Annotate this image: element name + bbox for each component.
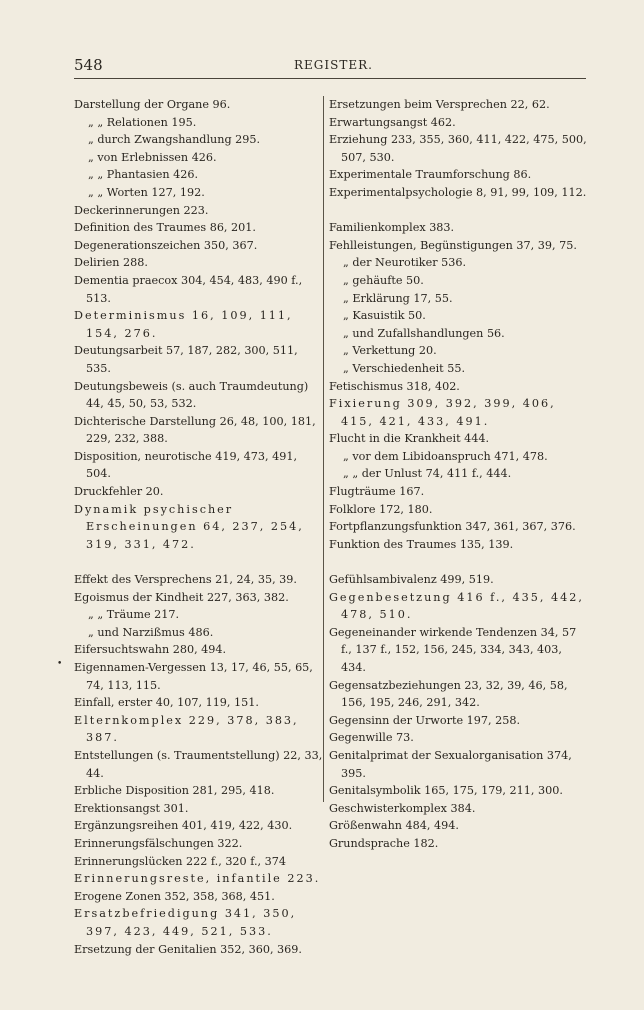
index-entry: „ „ Phantasien 426. bbox=[88, 168, 199, 182]
index-entry: Grundsprache 182. bbox=[329, 836, 439, 850]
index-entry: „ Verschiedenheit 55. bbox=[343, 361, 466, 375]
index-entry: „ und Zufallshandlungen 56. bbox=[343, 326, 505, 340]
index-entry: „ „ Relationen 195. bbox=[88, 115, 197, 129]
index-entry: Dynamik psychischer Erscheinungen 64, 237, 254, 319, 331, 472. bbox=[74, 502, 304, 551]
index-entry: Funktion des Traumes 135, 139. bbox=[329, 537, 514, 551]
index-entry: Gegeneinander wirkende Tendenzen 34, 57 f., 137 f., 152, 156, 245, 334, 343, 403, 434. bbox=[329, 625, 577, 674]
index-entry: Experimentalpsychologie 8, 91, 99, 109, 112. bbox=[329, 185, 587, 199]
index-entry: Flucht in die Krankheit 444. bbox=[329, 432, 490, 446]
index-entry: Ergänzungsreihen 401, 419, 422, 430. bbox=[74, 819, 293, 833]
index-entry: Dementia praecox 304, 454, 483, 490 f., 513. bbox=[74, 273, 303, 305]
index-entry: Gegenbesetzung 416 f., 435, 442, 478, 510. bbox=[329, 590, 584, 622]
index-entry: „ durch Zwangshandlung 295. bbox=[88, 133, 261, 147]
index-entry: Gegenwille 73. bbox=[329, 731, 414, 745]
index-entry: Erziehung 233, 355, 360, 411, 422, 475, 500, 507, 530. bbox=[329, 133, 587, 164]
index-entry: Eigennamen-Vergessen 13, 17, 46, 55, 65, 74, 113, 115. bbox=[74, 661, 313, 692]
index-entry: Egoismus der Kindheit 227, 363, 382. bbox=[74, 590, 289, 604]
index-entry: Erinnerungsreste, infantile 223. bbox=[74, 872, 321, 886]
index-entry: „ der Neurotiker 536. bbox=[343, 256, 467, 270]
index-entry: „ vor dem Libidoanspruch 471, 478. bbox=[343, 449, 548, 463]
index-entry: Degenerationszeichen 350, 367. bbox=[74, 238, 258, 252]
index-entry: Experimentale Traumforschung 86. bbox=[329, 168, 532, 182]
index-entry: Dichterische Darstellung 26, 48, 100, 181, 229, 232, 388. bbox=[74, 414, 316, 446]
index-entry: Ersetzung der Genitalien 352, 360, 369. bbox=[74, 942, 302, 956]
index-entry: Fehlleistungen, Begünstigungen 37, 39, 75. bbox=[329, 238, 577, 252]
index-entry: Ersatzbefriedigung 341, 350, 397, 423, 449, 521, 533. bbox=[74, 907, 297, 938]
index-entry: Genitalsymbolik 165, 175, 179, 211, 300. bbox=[329, 784, 563, 798]
index-entry: „ gehäufte 50. bbox=[343, 273, 424, 287]
index-entry: „ Kasuistik 50. bbox=[343, 309, 426, 323]
index-entry: Einfall, erster 40, 107, 119, 151. bbox=[74, 696, 259, 710]
index-entry: Delirien 288. bbox=[74, 256, 148, 270]
index-entry: Deutungsarbeit 57, 187, 282, 300, 511, 535. bbox=[74, 344, 298, 375]
index-entry: Fetischismus 318, 402. bbox=[329, 379, 460, 393]
index-entry: Eifersuchtswahn 280, 494. bbox=[74, 643, 227, 657]
page-header bbox=[74, 56, 586, 79]
index-entry: „ „ der Unlust 74, 411 f., 444. bbox=[343, 467, 512, 481]
index-entry: Erbliche Disposition 281, 295, 418. bbox=[74, 784, 275, 798]
index-entry: Fixierung 309, 392, 399, 406, 415, 421, 433, 491. bbox=[329, 397, 556, 428]
index-entry: Definition des Traumes 86, 201. bbox=[74, 221, 256, 235]
index-entry: Druckfehler 20. bbox=[74, 485, 164, 499]
index-entry: „ „ Worten 127, 192. bbox=[88, 185, 205, 199]
index-entry: Effekt des Versprechens 21, 24, 35, 39. bbox=[74, 573, 297, 587]
index-entry: Elternkomplex 229, 378, 383, 387. bbox=[74, 713, 299, 745]
index-entry: „ von Erlebnissen 426. bbox=[88, 150, 217, 164]
index-entry: Genitalprimat der Sexualorganisation 374, 395. bbox=[329, 748, 572, 780]
index-entry: Geschwisterkomplex 384. bbox=[329, 801, 476, 815]
index-entry: Deutungsbeweis (s. auch Traumdeutung) 44, 45, 50, 53, 532. bbox=[74, 379, 309, 411]
index-entry: Gefühlsambivalenz 499, 519. bbox=[329, 573, 494, 587]
index-entry: Erinnerungslücken 222 f., 320 f., 374 bbox=[74, 854, 286, 868]
page-number: 548 bbox=[74, 56, 103, 74]
index-column-left bbox=[74, 96, 324, 958]
index-entry: Entstellungen (s. Traumentstellung) 22, 33, 44. bbox=[74, 748, 323, 780]
index-entry: Gegensatzbeziehungen 23, 32, 39, 46, 58, 156, 195, 246, 291, 342. bbox=[329, 678, 568, 710]
index-entry: Erinnerungsfälschungen 322. bbox=[74, 836, 243, 850]
index-entry: Flugträume 167. bbox=[329, 485, 425, 499]
index-entry: Größenwahn 484, 494. bbox=[329, 819, 459, 833]
index-entry: Deckerinnerungen 223. bbox=[74, 203, 209, 217]
index-entry: Folklore 172, 180. bbox=[329, 502, 433, 516]
index-entry: Determinismus 16, 109, 111, 154, 276. bbox=[74, 309, 293, 340]
index-entry: Erektionsangst 301. bbox=[74, 801, 189, 815]
index-column-right bbox=[329, 96, 587, 853]
index-entry: Erwartungsangst 462. bbox=[329, 115, 456, 129]
index-entry: Familienkomplex 383. bbox=[329, 221, 455, 235]
index-entry: „ und Narzißmus 486. bbox=[88, 625, 214, 639]
index-entry: „ „ Träume 217. bbox=[88, 608, 180, 622]
margin-mark: • bbox=[57, 659, 63, 669]
running-title: REGISTER. bbox=[294, 58, 373, 72]
index-entry: „ Erklärung 17, 55. bbox=[343, 291, 453, 305]
index-entry: Gegensinn der Urworte 197, 258. bbox=[329, 713, 521, 727]
index-entry: Erogene Zonen 352, 358, 368, 451. bbox=[74, 889, 275, 903]
index-entry: Darstellung der Organe 96. bbox=[74, 98, 231, 111]
index-entry: Fortpflanzungsfunktion 347, 361, 367, 376. bbox=[329, 520, 576, 534]
index-entry: Ersetzungen beim Versprechen 22, 62. bbox=[329, 98, 550, 111]
index-entry: „ Verkettung 20. bbox=[343, 344, 437, 358]
index-entry: Disposition, neurotische 419, 473, 491, 504. bbox=[74, 449, 298, 481]
